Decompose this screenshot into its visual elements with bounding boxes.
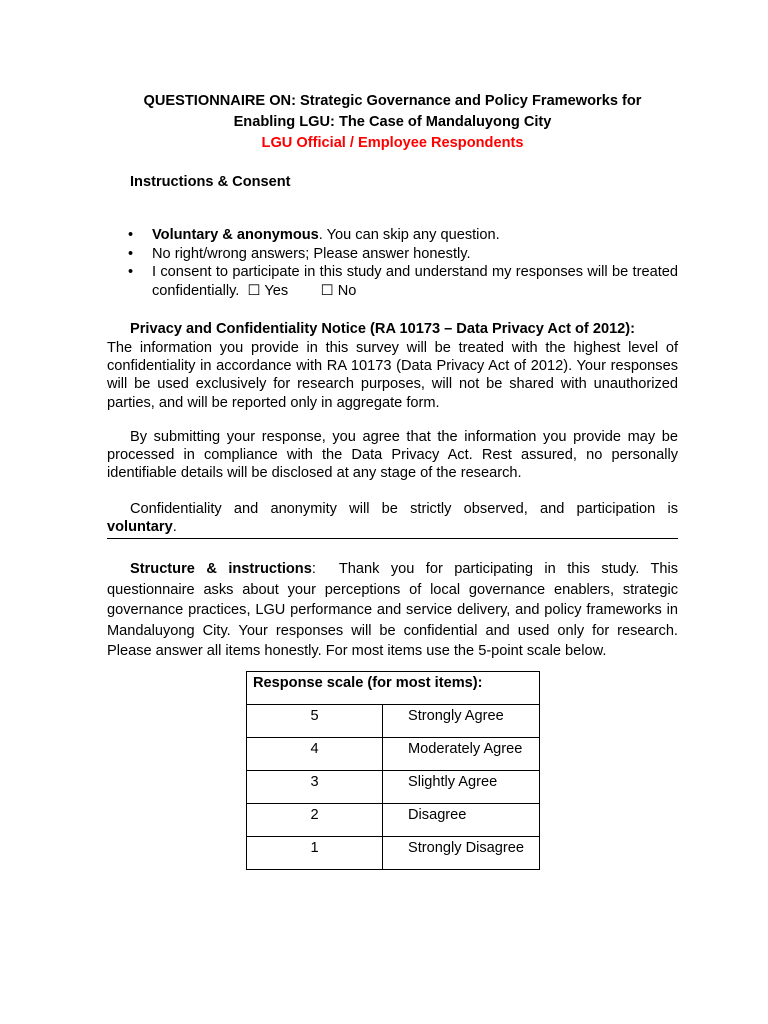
scale-label: Disagree — [383, 804, 540, 837]
voluntary-bold: voluntary — [107, 519, 173, 536]
consent-yes-checkbox[interactable]: ☐ Yes — [247, 282, 289, 299]
section-divider — [107, 538, 678, 539]
list-item-text: . You can skip any question. — [318, 227, 500, 243]
structure-paragraph — [107, 559, 678, 662]
list-item-text: No right/wrong answers; Please answer honestly. — [152, 245, 471, 262]
bullet-icon: • — [128, 264, 134, 280]
scale-label: Strongly Agree — [383, 705, 540, 738]
table-row — [247, 837, 540, 870]
table-row — [247, 738, 540, 771]
response-scale-table — [246, 671, 540, 870]
title-line-2: Enabling LGU: The Case of Mandaluyong City — [233, 114, 552, 130]
table-row — [247, 804, 540, 837]
list-item-text: I consent to participate in this study and understand my responses will be treated confidentially. — [152, 264, 678, 299]
table-row — [247, 771, 540, 804]
privacy-heading: Privacy and Confidentiality Notice (RA 10173 – Data Privacy Act of 2012): — [130, 321, 636, 337]
structure-heading: Structure & instructions — [130, 561, 312, 577]
consent-no-checkbox[interactable]: ☐ No — [320, 282, 357, 299]
table-header-row — [247, 672, 540, 705]
title-line-1: QUESTIONNAIRE ON: Strategic Governance and Policy Frameworks for — [143, 93, 642, 109]
structure-colon: : — [311, 561, 316, 577]
scale-value: 3 — [247, 771, 383, 804]
bullet-icon: • — [128, 245, 134, 262]
table-header-cell: Response scale (for most items): — [247, 672, 540, 705]
scale-value: 4 — [247, 738, 383, 771]
structure-body: Thank you for participating in this study. This questionnaire asks about your perceptions of local governance enablers, strategic governance practices, LGU performance and service delivery, and policy frameworks in Mandaluyong City. Your responses will be confidential and used only for research. Please answer all items honestly. For most items use the 5-point scale below. — [107, 561, 679, 659]
bullet-icon: • — [128, 227, 134, 243]
privacy-paragraph-2 — [107, 428, 678, 483]
scale-label: Slightly Agree — [383, 771, 540, 804]
privacy-paragraph-3-end: . — [172, 519, 177, 536]
instructions-list — [107, 226, 678, 300]
privacy-paragraph-2-text: By submitting your response, you agree that the information you provide may be processed in compliance with the Data Privacy Act. Rest assured, no personally identifiable details will be disclosed at any stage of the research. — [107, 429, 678, 482]
subtitle: LGU Official / Employee Respondents — [261, 135, 524, 151]
instructions-heading: Instructions & Consent — [130, 174, 291, 190]
privacy-paragraph-3 — [107, 500, 678, 536]
privacy-paragraph-3-text: Confidentiality and anonymity will be strictly observed, and participation is — [130, 501, 678, 517]
list-item-bold: Voluntary & anonymous — [152, 227, 319, 243]
scale-value: 2 — [247, 804, 383, 837]
scale-value: 1 — [247, 837, 383, 870]
scale-label: Moderately Agree — [383, 738, 540, 771]
scale-value: 5 — [247, 705, 383, 738]
list-item — [107, 226, 678, 245]
scale-label: Strongly Disagree — [383, 837, 540, 870]
table-row — [247, 705, 540, 738]
list-item — [107, 245, 678, 264]
privacy-body: The information you provide in this survey will be treated with the highest level of confidentiality in accordance with RA 10173 (Data Privacy Act of 2012). Your responses will be used exclusively for research purposes, will not be shared with unauthorized parties, and will be reported only in aggregate form. — [107, 340, 678, 411]
list-item — [107, 263, 678, 300]
